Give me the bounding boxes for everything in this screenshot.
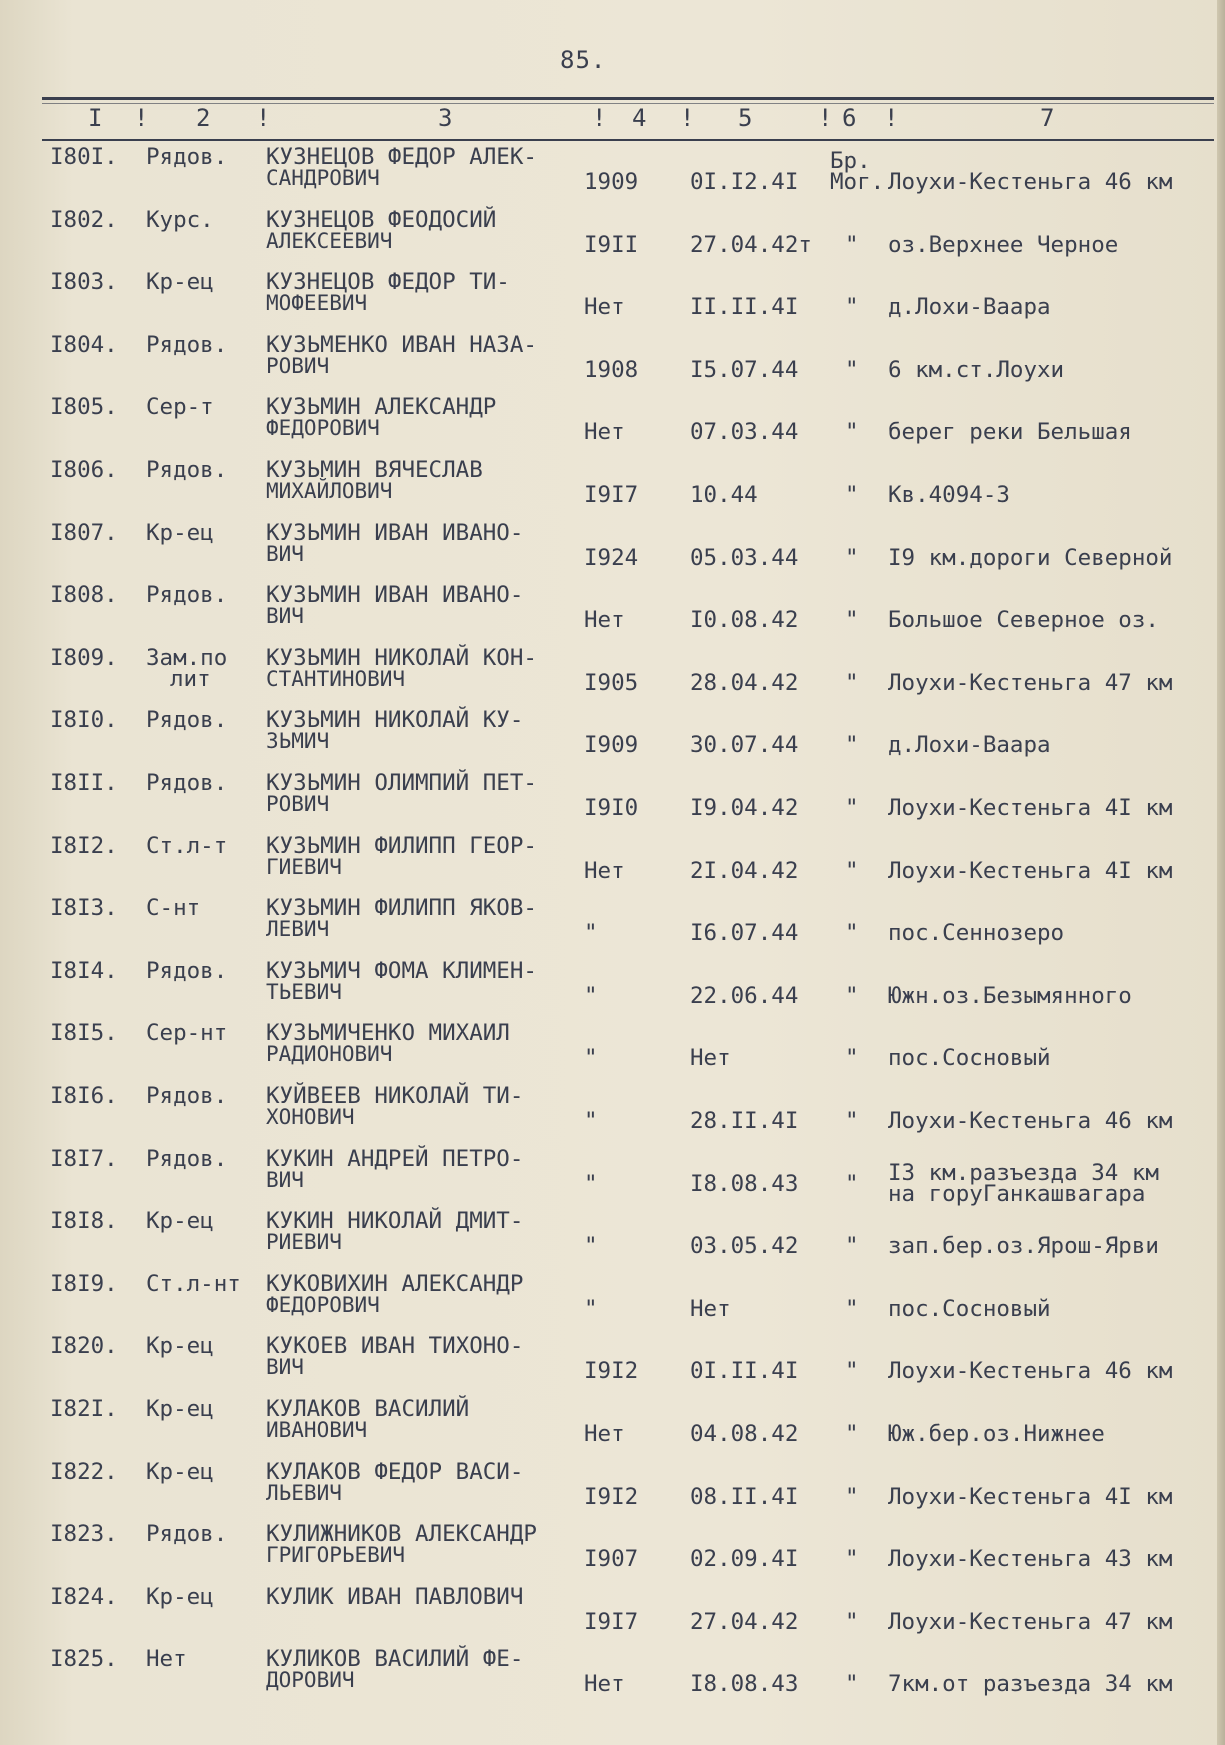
full-name-line-1: КУКОВИХИН АЛЕКСАНДР [266, 1270, 524, 1297]
burial-type: " [845, 482, 859, 508]
burial-type: " [845, 795, 859, 821]
burial-place: пос.Сосновый [888, 1295, 1051, 1322]
rank: Ст.л-т [146, 832, 228, 859]
full-name-line-1: КУЗЬМИН ОЛИМПИЙ ПЕТ- [266, 770, 537, 796]
full-name-line-2: МОФЕЕВИЧ [266, 291, 368, 316]
entry-number: I820. [50, 1333, 118, 1360]
full-name-line-1: КУЗЬМИН НИКОЛАЙ КУ- [266, 707, 524, 734]
full-name-line-2: АЛЕКСЕЕВИЧ [266, 228, 393, 253]
entry-number: I806. [50, 457, 118, 483]
rank: Кр-ец [146, 269, 214, 296]
entry-number: I802. [50, 206, 118, 233]
entry-number: I825. [50, 1646, 118, 1673]
burial-type: " [845, 1421, 859, 1447]
birth-year: I9I7 [584, 482, 639, 508]
column-header-7: 7 [1040, 104, 1055, 132]
rank: Рядов. [146, 1083, 228, 1109]
register-row [0, 1582, 1225, 1644]
full-name-line-2: СТАНТИНОВИЧ [266, 666, 406, 691]
full-name-line-2: ГИЕВИЧ [266, 854, 342, 879]
entry-number: I82I. [50, 1396, 118, 1422]
full-name-line-1: КУЛАКОВ ВАСИЛИЙ [266, 1396, 470, 1422]
full-name-line-1: КУЙВЕЕВ НИКОЛАЙ ТИ- [266, 1083, 524, 1109]
register-row [0, 1519, 1225, 1581]
rank: С-нт [146, 895, 201, 922]
entry-number: I8I8. [50, 1208, 118, 1235]
death-date: 04.08.42 [690, 1421, 799, 1447]
rank: Кр-ец [146, 1396, 214, 1422]
birth-year: " [584, 920, 598, 947]
full-name-line-1: КУЛИКОВ ВАСИЛИЙ ФЕ- [266, 1646, 524, 1673]
column-separator: ! [884, 104, 899, 132]
full-name-line-2: ИВАНОВИЧ [266, 1418, 368, 1442]
rank: Рядов. [146, 457, 228, 483]
header-rule-top [42, 97, 1214, 100]
rank: Ст.л-нт [146, 1270, 241, 1297]
full-name-line-1: КУКИН НИКОЛАЙ ДМИТ- [266, 1208, 524, 1235]
burial-type-line-2: Мог. [830, 169, 885, 195]
column-header-6: 6 [842, 104, 857, 132]
burial-type: " [845, 1671, 859, 1698]
full-name-line-2: РОВИЧ [266, 792, 330, 816]
burial-type: " [845, 669, 859, 696]
column-header-1: I [88, 104, 103, 132]
rank: Рядов. [146, 582, 228, 609]
burial-place: Лоухи-Кестеньга 47 км [888, 1608, 1173, 1635]
page-number: 85. [560, 46, 607, 74]
rank: Рядов. [146, 770, 228, 796]
burial-place: Лоухи-Кестеньга 43 км [888, 1546, 1173, 1573]
full-name-line-2: РИЕВИЧ [266, 1230, 342, 1255]
death-date: 22.06.44 [690, 982, 799, 1009]
full-name-line-2: ФЕДОРОВИЧ [266, 416, 380, 441]
full-name-line-2: ЛЬЕВИЧ [266, 1480, 342, 1505]
death-date: 28.II.4I [690, 1108, 799, 1134]
birth-year: " [584, 1233, 598, 1260]
full-name-line-1: КУЗНЕЦОВ ФЕДОР ТИ- [266, 269, 510, 296]
header-rule-bottom [42, 139, 1214, 141]
birth-year: I905 [584, 669, 639, 696]
burial-place: Лоухи-Кестеньга 4I км [888, 795, 1173, 821]
burial-place: Лоухи-Кестеньга 4I км [888, 1483, 1173, 1510]
column-separator: ! [256, 104, 271, 132]
death-date: I0.08.42 [690, 607, 799, 634]
full-name-line-1: КУЗЬМИЧЕНКО МИХАИЛ [266, 1020, 510, 1047]
column-header-4: 4 [632, 104, 647, 132]
entry-number: I804. [50, 331, 118, 358]
death-date: I8.08.43 [690, 1170, 799, 1197]
full-name-line-1: КУЛИЖНИКОВ АЛЕКСАНДР [266, 1521, 537, 1548]
register-row [0, 768, 1225, 830]
column-header-3: 3 [438, 104, 453, 132]
rank: Зам.по [146, 644, 228, 671]
full-name-line-1: КУЗЬМИН ФИЛИПП ЯКОВ- [266, 895, 537, 922]
entry-number: I8I3. [50, 895, 118, 922]
register-row [0, 518, 1225, 580]
birth-year: Нет [584, 1671, 625, 1698]
column-separator: ! [134, 104, 149, 132]
death-date: Нет [690, 1295, 731, 1322]
burial-place: д.Лохи-Ваара [888, 294, 1051, 321]
full-name-line-1: КУЗЬМИН АЛЕКСАНДР [266, 394, 497, 421]
entry-number: I80I. [50, 144, 118, 170]
rank: Сер-нт [146, 1020, 228, 1047]
register-row [0, 956, 1225, 1018]
full-name-line-1: КУЗНЕЦОВ ФЕДОР АЛЕК- [266, 144, 537, 170]
register-row [0, 1081, 1225, 1143]
burial-place: пос.Сосновый [888, 1045, 1051, 1072]
full-name-line-2: ГРИГОРЬЕВИЧ [266, 1543, 406, 1568]
register-row [0, 392, 1225, 454]
death-date: I5.07.44 [690, 356, 799, 383]
rank-continued: лит [170, 665, 211, 692]
burial-place-line-2: на горуГанкашвагара [888, 1180, 1146, 1207]
full-name-line-1: КУЗЬМИЧ ФОМА КЛИМЕН- [266, 957, 537, 984]
rank: Нет [146, 1646, 187, 1673]
register-row [0, 893, 1225, 955]
burial-place: Лоухи-Кестеньга 4I км [888, 857, 1173, 884]
register-row [0, 1269, 1225, 1331]
burial-type: " [845, 1483, 859, 1510]
burial-place: I9 км.дороги Северной [888, 544, 1173, 571]
rank: Кр-ец [146, 1583, 214, 1610]
burial-type: " [845, 857, 859, 884]
birth-year: I909 [584, 732, 639, 759]
rank: Сер-т [146, 394, 214, 421]
death-date: 27.04.42 [690, 1608, 799, 1635]
burial-type: " [845, 1608, 859, 1635]
full-name-line-1: КУКИН АНДРЕЙ ПЕТРО- [266, 1145, 524, 1172]
burial-type: " [845, 1295, 859, 1322]
entry-number: I8I9. [50, 1270, 118, 1297]
burial-place: Лоухи-Кестеньга 46 км [888, 1108, 1173, 1134]
entry-number: I8I7. [50, 1145, 118, 1172]
birth-year: Нет [584, 294, 625, 321]
death-date: 02.09.4I [690, 1546, 799, 1573]
rank: Кр-ец [146, 519, 214, 546]
burial-type: " [845, 356, 859, 383]
full-name-line-1: КУКОЕВ ИВАН ТИХОНО- [266, 1333, 524, 1360]
register-row [0, 142, 1225, 204]
register-row [0, 1644, 1225, 1706]
entry-number: I822. [50, 1458, 118, 1485]
burial-place: Большое Северное оз. [888, 607, 1159, 634]
burial-type: " [845, 1358, 859, 1385]
full-name-line-2: ФЕДОРОВИЧ [266, 1292, 380, 1317]
birth-year: " [584, 982, 598, 1009]
register-row [0, 1394, 1225, 1456]
burial-place: Лоухи-Кестеньга 47 км [888, 669, 1173, 696]
burial-place-line-1: I3 км.разъезда 34 км [888, 1159, 1159, 1186]
full-name-line-2: РАДИОНОВИЧ [266, 1042, 393, 1067]
register-row [0, 580, 1225, 642]
full-name-line-1: КУЗЬМИН ВЯЧЕСЛАВ [266, 457, 483, 483]
register-row [0, 831, 1225, 893]
entry-number: I8I6. [50, 1083, 118, 1109]
burial-place: пос.Сеннозеро [888, 920, 1065, 947]
full-name-line-2: ВИЧ [266, 604, 304, 629]
birth-year: Нет [584, 857, 625, 884]
burial-place: Лоухи-Кестеньга 46 км [888, 1358, 1173, 1385]
entry-number: I809. [50, 644, 118, 671]
death-date: 28.04.42 [690, 669, 799, 696]
header-rule-top-thin [42, 103, 1214, 104]
full-name-line-2: САНДРОВИЧ [266, 166, 380, 190]
death-date: 27.04.42т [690, 231, 812, 258]
death-date: 0I.I2.4I [690, 169, 799, 195]
burial-place: 7км.от разъезда 34 км [888, 1671, 1173, 1698]
birth-year: I9I7 [584, 1608, 639, 1635]
full-name-line-2: ВИЧ [266, 1167, 304, 1192]
full-name-line-2: ВИЧ [266, 1355, 304, 1380]
full-name-line-1: КУЗЬМИН НИКОЛАЙ КОН- [266, 644, 537, 671]
register-row [0, 705, 1225, 767]
rank: Кр-ец [146, 1458, 214, 1485]
entry-number: I823. [50, 1521, 118, 1548]
death-date: 05.03.44 [690, 544, 799, 571]
death-date: 2I.04.42 [690, 857, 799, 884]
death-date: Нет [690, 1045, 731, 1072]
full-name-line-1: КУЗЬМИН ИВАН ИВАНО- [266, 519, 524, 546]
birth-year: 1909 [584, 169, 639, 195]
full-name-line-1: КУЛАКОВ ФЕДОР ВАСИ- [266, 1458, 524, 1485]
rank: Рядов. [146, 1521, 228, 1548]
burial-place: Лоухи-Кестеньга 46 км [888, 169, 1173, 195]
register-row [0, 455, 1225, 517]
entry-number: I8I0. [50, 707, 118, 734]
birth-year: Нет [584, 419, 625, 446]
death-date: 30.07.44 [690, 732, 799, 759]
full-name-line-2: ЗЬМИЧ [266, 729, 330, 754]
column-separator: ! [818, 104, 833, 132]
full-name-line-1: КУЛИК ИВАН ПАВЛОВИЧ [266, 1583, 524, 1610]
burial-type: " [845, 1108, 859, 1134]
burial-type: " [845, 920, 859, 947]
burial-type: " [845, 1170, 859, 1197]
column-separator: ! [680, 104, 695, 132]
rank: Рядов. [146, 331, 228, 358]
rank: Рядов. [146, 707, 228, 734]
full-name-line-2: ДОРОВИЧ [266, 1668, 355, 1693]
full-name-line-2: ВИЧ [266, 541, 304, 566]
birth-year: I9II [584, 231, 639, 258]
death-date: 03.05.42 [690, 1233, 799, 1260]
birth-year: " [584, 1108, 598, 1134]
burial-place: Кв.4094-3 [888, 482, 1010, 508]
death-date: I6.07.44 [690, 920, 799, 947]
full-name-line-2: МИХАЙЛОВИЧ [266, 479, 393, 503]
entry-number: I8I2. [50, 832, 118, 859]
entry-number: I803. [50, 269, 118, 296]
death-date: 08.II.4I [690, 1483, 799, 1510]
entry-number: I808. [50, 582, 118, 609]
register-row [0, 1018, 1225, 1080]
full-name-line-1: КУЗНЕЦОВ ФЕОДОСИЙ [266, 206, 497, 233]
full-name-line-2: РОВИЧ [266, 353, 330, 378]
death-date: I8.08.43 [690, 1671, 799, 1698]
burial-place: д.Лохи-Ваара [888, 732, 1051, 759]
birth-year: I907 [584, 1546, 639, 1573]
burial-place: Юж.бер.оз.Нижнее [888, 1421, 1105, 1447]
burial-place: берег реки Бельшая [888, 419, 1132, 446]
register-row [0, 330, 1225, 392]
register-row [0, 1331, 1225, 1393]
register-row [0, 1144, 1225, 1206]
birth-year: I9I2 [584, 1358, 639, 1385]
burial-place: зап.бер.оз.Ярош-Ярви [888, 1233, 1159, 1260]
burial-place: 6 км.ст.Лоухи [888, 356, 1065, 383]
register-row [0, 267, 1225, 329]
birth-year: Нет [584, 1421, 625, 1447]
column-header-2: 2 [196, 104, 211, 132]
register-row [0, 1206, 1225, 1268]
birth-year: " [584, 1295, 598, 1322]
entry-number: I8I5. [50, 1020, 118, 1047]
burial-place: Южн.оз.Безымянного [888, 982, 1132, 1009]
column-separator: ! [592, 104, 607, 132]
birth-year: " [584, 1170, 598, 1197]
entry-number: I8I4. [50, 957, 118, 984]
birth-year: " [584, 1045, 598, 1072]
full-name-line-1: КУЗЬМИН ФИЛИПП ГЕОР- [266, 832, 537, 859]
burial-type: " [845, 294, 859, 321]
rank: Курс. [146, 206, 214, 233]
birth-year: 1908 [584, 356, 639, 383]
burial-type: " [845, 607, 859, 634]
burial-place: оз.Верхнее Черное [888, 231, 1119, 258]
full-name-line-1: КУЗЬМЕНКО ИВАН НАЗА- [266, 331, 537, 358]
register-row [0, 643, 1225, 705]
entry-number: I824. [50, 1583, 118, 1610]
column-header-5: 5 [738, 104, 753, 132]
entry-number: I8II. [50, 770, 118, 796]
birth-year: I9I2 [584, 1483, 639, 1510]
entry-number: I807. [50, 519, 118, 546]
rank: Кр-ец [146, 1208, 214, 1235]
burial-type: " [845, 419, 859, 446]
burial-type: " [845, 1233, 859, 1260]
burial-type: " [845, 1546, 859, 1573]
rank: Кр-ец [146, 1333, 214, 1360]
entry-number: I805. [50, 394, 118, 421]
death-date: I9.04.42 [690, 795, 799, 821]
death-date: II.II.4I [690, 294, 799, 321]
death-date: 10.44 [690, 482, 758, 508]
burial-type-line-1: Бр. [830, 148, 871, 174]
birth-year: I9I0 [584, 795, 639, 821]
burial-type: " [845, 982, 859, 1009]
rank: Рядов. [146, 144, 228, 170]
full-name-line-2: ЛЕВИЧ [266, 917, 330, 942]
full-name-line-1: КУЗЬМИН ИВАН ИВАНО- [266, 582, 524, 609]
death-date: 07.03.44 [690, 419, 799, 446]
burial-type: " [845, 231, 859, 258]
burial-type: " [845, 544, 859, 571]
rank: Рядов. [146, 1145, 228, 1172]
birth-year: Нет [584, 607, 625, 634]
full-name-line-2: ТЬЕВИЧ [266, 979, 342, 1004]
death-date: 0I.II.4I [690, 1358, 799, 1385]
full-name-line-2: ХОНОВИЧ [266, 1105, 355, 1129]
register-row [0, 205, 1225, 267]
birth-year: I924 [584, 544, 639, 571]
rank: Рядов. [146, 957, 228, 984]
burial-type: " [845, 732, 859, 759]
burial-type: " [845, 1045, 859, 1072]
register-row [0, 1457, 1225, 1519]
